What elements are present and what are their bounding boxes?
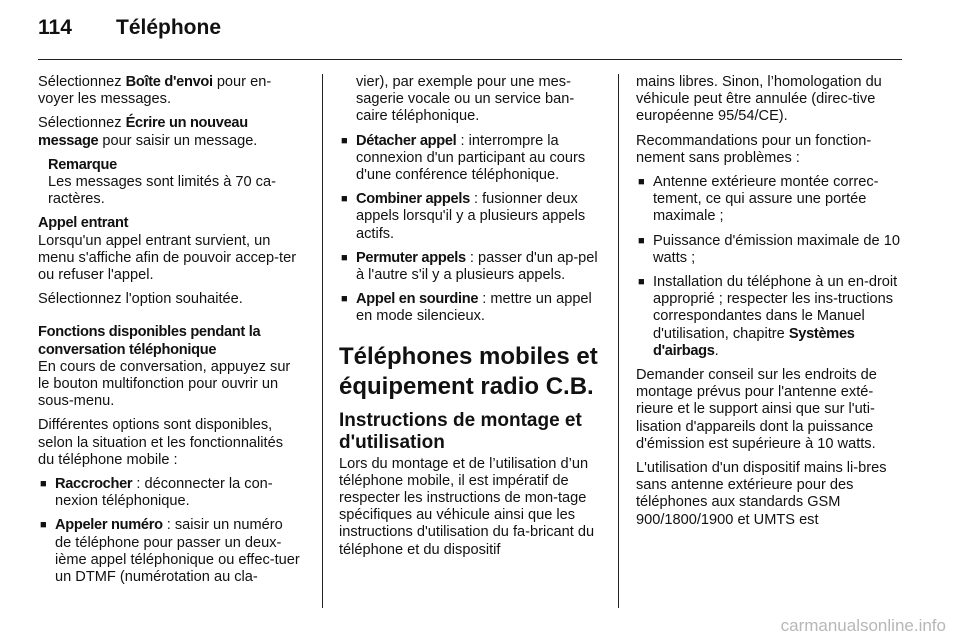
list-item: ■ Antenne extérieure montée correc-tement, ce qui assure une portée maximale ;: [636, 174, 901, 226]
section-heading: Téléphones mobiles et équipement radio C.B.: [339, 342, 598, 400]
list-item: ■ Appeler numéro : saisir un numéro de téléphone pour passer un deux-ième appel téléphonique ou effec-tuer un DTMF (numérotation au cla-: [38, 517, 300, 586]
column-divider-2: [618, 74, 619, 608]
column-divider-1: [322, 74, 323, 608]
paragraph: mains libres. Sinon, l’homologation du véhicule peut être annulée (direc-tive européenne 95/54/CE).: [636, 74, 882, 125]
list-item: ■ Combiner appels : fusionner deux appels lorsqu'il y a plusieurs appels actifs.: [339, 191, 601, 243]
paragraph: Demander conseil sur les endroits de montage prévus pour l'antenne exté-rieure et le support ainsi que sur l'uti-lisation d'appareils dont la puissance d'émission est supérieure à 10 watts.: [636, 367, 877, 452]
paragraph-continued: vier), par exemple pour une mes-sagerie vocale ou un service ban-caire téléphonique.: [356, 74, 575, 125]
paragraph: Sélectionnez Écrire un nouveau message pour saisir un message.: [38, 115, 258, 149]
paragraph: Sélectionnez Boîte d'envoi pour en-voyer les messages.: [38, 74, 272, 108]
header-rule: [38, 59, 902, 60]
column-1: [38, 74, 300, 593]
paragraph: Sélectionnez l'option souhaitée.: [38, 291, 243, 308]
paragraph: Recommandations pour un fonction-nement sans problèmes :: [636, 132, 872, 166]
paragraph: Différentes options sont disponibles, selon la situation et les fonctionnalités du téléphone mobile :: [38, 417, 284, 468]
list-item: ■ Raccrocher : déconnecter la con-nexion téléphonique.: [38, 476, 300, 510]
watermark: carmanualsonline.info: [780, 616, 946, 635]
paragraph: En cours de conversation, appuyez sur le bouton multifonction pour ouvrir un sous-menu.: [38, 358, 291, 410]
page-header: [38, 16, 221, 40]
subheading-incoming-call: Appel entrant: [38, 215, 129, 232]
note-title: Remarque: [48, 156, 117, 173]
paragraph: L'utilisation d'un dispositif mains li-bres sans antenne extérieure pour des téléphones aux standards GSM 900/1800/1900 et UMTS est: [636, 460, 887, 528]
paragraph: Lorsqu'un appel entrant survient, un menu s'affiche afin de pouvoir accep-ter ou refuser l'appel.: [38, 232, 297, 284]
list-item: ■ Permuter appels : passer d'un ap-pel à l'autre s'il y a plusieurs appels.: [339, 250, 601, 284]
list-item: ■ Puissance d'émission maximale de 10 watts ;: [636, 233, 901, 267]
list-item: ■ Détacher appel : interrompre la connexion d'un participant au cours d'une conférence téléphonique.: [339, 133, 601, 185]
column-3: [636, 74, 901, 536]
subheading-functions: Fonctions disponibles pendant la conversation téléphonique: [38, 324, 261, 358]
column-2: [339, 74, 601, 566]
note-text: Les messages sont limités à 70 ca-ractères.: [48, 174, 276, 208]
list-item: ■ Appel en sourdine : mettre un appel en mode silencieux.: [339, 291, 601, 325]
page-number: 114: [38, 16, 72, 39]
subsection-heading: Instructions de montage et d'utilisation: [339, 409, 582, 453]
list-item: ■ Installation du téléphone à un en-droit approprié ; respecter les ins-tructions correspondantes dans le Manuel d'utilisation, chapitre Systèmes d'airbags.: [636, 274, 901, 360]
page-title: Téléphone: [116, 16, 222, 39]
paragraph: Lors du montage et de l’utilisation d’un téléphone mobile, il est impératif de respecter les instructions de mon-tage spécifiques au véhicule ainsi que les instructions d'utilisation du fa-bricant du téléphone et du dispositif: [339, 455, 595, 558]
note-box: [48, 157, 300, 209]
